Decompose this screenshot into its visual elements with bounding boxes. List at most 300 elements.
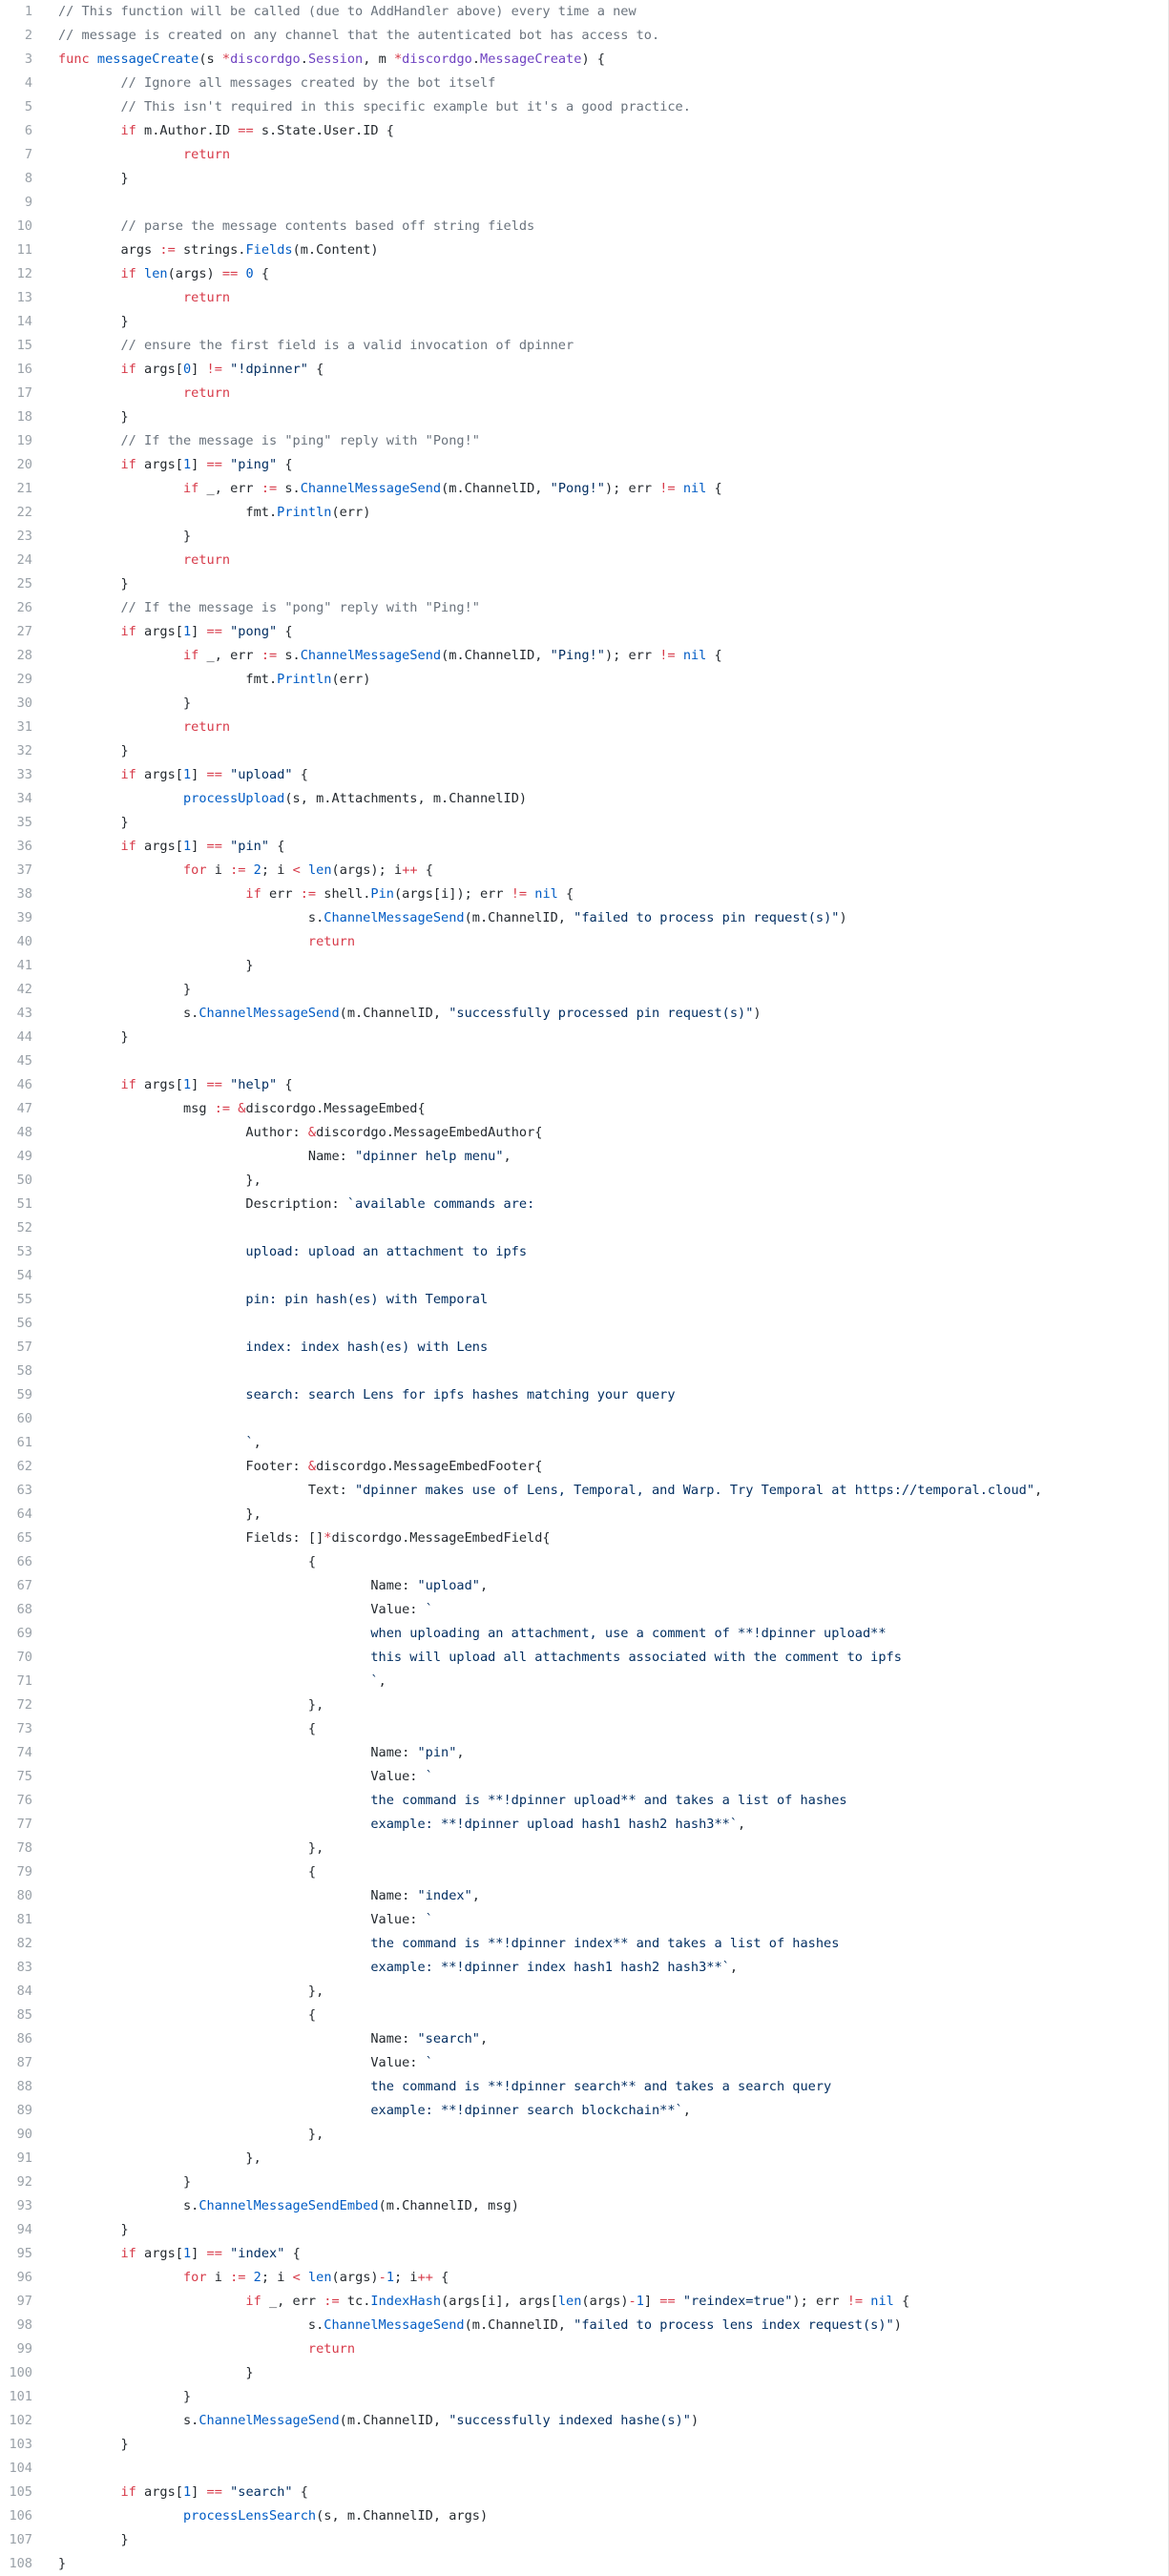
code-token: } [58,529,192,544]
code-token: Value: [58,2055,426,2070]
code-text [47,692,1169,716]
line-number [0,739,47,763]
code-token: if [120,839,145,854]
line-number [0,716,47,739]
line-number [0,2290,47,2314]
code-text [47,310,1169,334]
code-line [0,2481,1169,2504]
code-line [0,1073,1169,1097]
code-text [47,2337,1169,2361]
code-token: { [277,624,293,639]
line-number [0,453,47,477]
code-line [0,2004,1169,2027]
code-line [0,2051,1169,2075]
line-number [0,2242,47,2266]
code-text [47,1837,1169,1860]
code-token: if [120,123,145,138]
code-token: , [503,1149,511,1164]
code-token: _, err [206,648,261,663]
code-line [0,2171,1169,2194]
code-token: ] [191,624,207,639]
line-number [0,1407,47,1431]
code-token: ] [643,2294,660,2309]
code-token: (args[i]); err [393,886,511,902]
code-token: len [307,2270,332,2285]
line-number [0,2433,47,2457]
code-token: discordgo.MessageEmbedFooter{ [316,1459,543,1474]
code-token: { [253,266,270,281]
code-line [0,262,1169,286]
code-token: == [206,767,222,782]
code-token: s. [58,910,324,925]
line-number [0,1693,47,1717]
code-text [47,358,1169,382]
code-token: { [417,862,433,878]
code-token: for [182,2270,215,2285]
code-token: Println [277,505,332,520]
code-line [0,620,1169,644]
code-token: nil [534,886,558,902]
code-text [47,1312,1169,1336]
code-text [47,811,1169,835]
code-token: args[ [144,624,183,639]
code-text [47,2409,1169,2433]
code-token: MessageCreate [480,52,582,67]
code-text [47,763,1169,787]
code-text [47,716,1169,739]
code-token [676,648,683,663]
code-line [0,2433,1169,2457]
code-text [47,1026,1169,1049]
code-text [47,382,1169,405]
code-token: if [120,266,145,281]
code-token: { [269,839,285,854]
line-number [0,239,47,262]
code-text [47,835,1169,859]
code-token: (args) [167,266,222,281]
code-token: msg [58,1101,215,1116]
code-token: messageCreate [96,52,199,67]
code-text [47,119,1169,143]
code-text [47,596,1169,620]
code-line [0,1550,1169,1574]
code-token: "search" [417,2031,480,2046]
code-token [58,218,120,234]
code-token: Name: [58,1745,418,1760]
code-line [0,1002,1169,1026]
code-token: { [58,1721,317,1736]
line-number [0,2361,47,2385]
code-token: the command is **!dpinner upload** and takes a list of hashes [58,1793,847,1808]
line-number [0,1193,47,1216]
code-line [0,1980,1169,2004]
line-number [0,1049,47,1073]
line-number [0,1503,47,1527]
line-number [0,1741,47,1765]
code-token: } [58,958,254,973]
line-number [0,620,47,644]
code-line [0,525,1169,549]
code-token: , [1034,1483,1043,1498]
code-token: 0 [182,362,192,377]
code-token [58,338,120,353]
code-token: := [261,481,278,496]
code-text [47,1550,1169,1574]
code-line [0,2409,1169,2433]
code-token [58,2246,120,2261]
code-token: // If the message is "ping" reply with "Pong!" [120,433,480,448]
code-line [0,310,1169,334]
code-text [47,1169,1169,1193]
code-token [58,886,245,902]
code-text [47,95,1169,119]
line-number [0,1646,47,1670]
code-token: `available commands are: [346,1196,535,1212]
code-token [58,719,183,735]
code-line [0,1860,1169,1884]
code-token: index: index hash(es) with Lens [58,1340,489,1355]
code-line [0,239,1169,262]
code-token: 2 [253,2270,261,2285]
line-number [0,310,47,334]
code-line [0,978,1169,1002]
line-number [0,2075,47,2099]
code-token: (s, m.Attachments, m.ChannelID) [284,791,528,806]
code-line [0,2504,1169,2528]
code-token: if [120,1077,145,1092]
code-line [0,1884,1169,1908]
code-token [58,75,120,91]
code-line [0,1527,1169,1550]
code-line [0,1622,1169,1646]
code-token: & [307,1125,317,1140]
code-token: (args[i], args[ [441,2294,558,2309]
code-token: } [58,2556,67,2571]
code-token: (m.ChannelID, [464,910,574,925]
line-number [0,1789,47,1813]
code-token: } [58,2222,129,2237]
code-token: ChannelMessageSend [198,1006,340,1021]
code-line [0,24,1169,48]
code-token: } [58,409,129,425]
code-token [58,839,120,854]
code-token: "index" [230,2246,285,2261]
code-line [0,95,1169,119]
line-number [0,1121,47,1145]
code-token: { [432,2270,449,2285]
code-token: ) [690,2413,699,2428]
code-text [47,2528,1169,2552]
code-text [47,477,1169,501]
code-line [0,405,1169,429]
code-line [0,716,1169,739]
line-number [0,2481,47,2504]
code-token: != [846,2294,864,2309]
code-text [47,572,1169,596]
line-number [0,930,47,954]
code-line [0,787,1169,811]
code-line [0,2147,1169,2171]
line-number [0,1670,47,1693]
code-token: ` [58,1673,379,1689]
code-token: discordgo [230,52,301,67]
code-token: args[ [144,839,183,854]
code-text [47,2361,1169,2385]
code-token: ] [191,362,207,377]
code-token: (m.ChannelID, [464,2317,574,2333]
code-text [47,24,1169,48]
line-number [0,2314,47,2337]
line-number [0,1908,47,1932]
code-token: ] [191,2246,207,2261]
code-line [0,477,1169,501]
code-token: // ensure the first field is a valid invocation of dpinner [120,338,574,353]
code-token: // If the message is "pong" reply with "Ping!" [120,600,480,615]
code-token: "pin" [230,839,270,854]
code-token: Footer: [58,1459,308,1474]
code-token: i [214,2270,231,2285]
code-line [0,2361,1169,2385]
code-token: , [738,1817,746,1832]
code-token [58,624,120,639]
line-number [0,1312,47,1336]
code-line [0,811,1169,835]
code-token: } [58,815,129,830]
code-token: for [182,862,215,878]
code-line [0,2242,1169,2266]
code-line [0,2528,1169,2552]
line-number [0,429,47,453]
code-token: ) [893,2317,902,2333]
line-number [0,787,47,811]
code-token: == [206,1077,222,1092]
code-token: s. [277,481,301,496]
code-line [0,883,1169,906]
code-line [0,2552,1169,2576]
code-token: , [456,1745,465,1760]
code-token: { [58,2007,317,2023]
code-token: s. [58,2413,199,2428]
code-text [47,954,1169,978]
code-token: "help" [230,1077,278,1092]
code-line [0,2218,1169,2242]
code-token: := [230,862,246,878]
line-number [0,1240,47,1264]
code-token [58,457,120,472]
code-token: "Ping!" [550,648,605,663]
code-token: return [182,552,231,568]
code-token: ChannelMessageSend [324,2317,465,2333]
line-number [0,2409,47,2433]
code-token: != [659,481,676,496]
code-line [0,763,1169,787]
code-token: "failed to process pin request(s)" [574,910,840,925]
code-token: fmt. [58,505,278,520]
line-number [0,119,47,143]
code-text [47,787,1169,811]
code-token: 0 [245,266,254,281]
line-number [0,2147,47,2171]
code-text [47,2457,1169,2481]
line-number [0,2504,47,2528]
code-token: Name: [58,2031,418,2046]
code-text [47,2099,1169,2123]
code-token: args[ [144,362,183,377]
code-token: err [268,886,301,902]
code-token: pin: pin hash(es) with Temporal [58,1292,489,1307]
code-token: this will upload all attachments associated with the comment to ipfs [58,1650,902,1665]
code-line [0,1312,1169,1336]
code-text [47,1240,1169,1264]
line-number [0,48,47,72]
code-text [47,668,1169,692]
code-line [0,0,1169,24]
code-token: Fields: [] [58,1530,324,1546]
code-text [47,1789,1169,1813]
code-line [0,596,1169,620]
code-token [58,2294,245,2309]
code-text [47,48,1169,72]
code-token: "dpinner makes use of Lens, Temporal, and Warp. Try Temporal at https://temporal.cloud" [355,1483,1035,1498]
code-token: ` [425,1912,433,1927]
line-number [0,525,47,549]
code-text [47,1479,1169,1503]
code-text [47,2218,1169,2242]
code-token: , [471,1888,480,1903]
code-line [0,2337,1169,2361]
code-token: "dpinner help menu" [355,1149,504,1164]
code-token: s. [58,2198,199,2213]
code-token: if [120,2246,145,2261]
code-token: Name: [58,1578,418,1593]
code-token: if [120,2484,145,2500]
code-token: } [58,576,129,592]
code-token: ) [753,1006,762,1021]
code-token: { [58,1554,317,1569]
line-number [0,167,47,191]
code-token: args[ [144,2246,183,2261]
code-token: 1 [182,624,192,639]
code-token: := [230,2270,246,2285]
code-token: := [159,242,176,258]
code-token: ` [425,1602,433,1617]
code-token: len [557,2294,582,2309]
code-token: != [659,648,676,663]
code-line [0,1049,1169,1073]
code-token [222,2246,230,2261]
code-text [47,2314,1169,2337]
code-token: ChannelMessageSendEmbed [198,2198,379,2213]
code-text [47,1455,1169,1479]
code-token: (err) [331,505,371,520]
code-line [0,2099,1169,2123]
line-number [0,1097,47,1121]
code-token: discordgo.MessageEmbedAuthor{ [316,1125,543,1140]
code-token: != [511,886,528,902]
code-text [47,644,1169,668]
code-text [47,1622,1169,1646]
code-line [0,2314,1169,2337]
code-line [0,1026,1169,1049]
code-token: "pin" [417,1745,457,1760]
code-text [47,2504,1169,2528]
code-token: // Ignore all messages created by the bot itself [120,75,496,91]
code-token [58,290,183,305]
code-token: } [58,743,129,758]
line-number [0,2194,47,2218]
code-token: if [182,481,207,496]
code-text [47,429,1169,453]
code-token: ) { [581,52,605,67]
code-token: }, [58,1506,261,1522]
line-number [0,1717,47,1741]
code-line [0,501,1169,525]
code-token: s. [58,2317,324,2333]
code-token: * [393,52,403,67]
code-token: "successfully processed pin request(s)" [449,1006,754,1021]
code-token: nil [870,2294,894,2309]
code-line [0,1240,1169,1264]
code-text [47,525,1169,549]
line-number [0,1837,47,1860]
code-token: == [659,2294,676,2309]
code-text [47,1407,1169,1431]
code-token: args[ [144,2484,183,2500]
code-token: "!dpinner" [230,362,308,377]
line-number [0,2123,47,2147]
line-number [0,1765,47,1789]
code-text [47,1670,1169,1693]
line-number [0,1884,47,1908]
code-text [47,1145,1169,1169]
code-token: ); err [604,481,660,496]
code-token: & [238,1101,246,1116]
code-text [47,1097,1169,1121]
code-token: ; i [261,862,293,878]
code-token: < [292,862,301,878]
code-text [47,2481,1169,2504]
code-line [0,906,1169,930]
code-token: { [706,481,722,496]
code-token: { [307,362,324,377]
code-token: { [893,2294,910,2309]
code-line [0,1932,1169,1956]
code-text [47,2027,1169,2051]
line-number [0,286,47,310]
code-token: ChannelMessageSend [300,481,442,496]
code-token: }, [58,1840,324,1856]
line-number [0,1860,47,1884]
line-number [0,596,47,620]
code-token [58,433,120,448]
code-token: & [307,1459,317,1474]
code-text [47,1336,1169,1360]
code-line [0,1455,1169,1479]
code-token: } [58,982,192,997]
code-token: == [206,624,222,639]
code-line [0,1598,1169,1622]
code-text [47,2171,1169,2194]
code-text [47,72,1169,95]
line-number [0,1598,47,1622]
code-token: } [58,2365,254,2380]
code-text [47,453,1169,477]
code-text [47,620,1169,644]
code-line [0,1646,1169,1670]
code-token [58,791,183,806]
code-token: := [214,1101,231,1116]
code-text [47,2433,1169,2457]
